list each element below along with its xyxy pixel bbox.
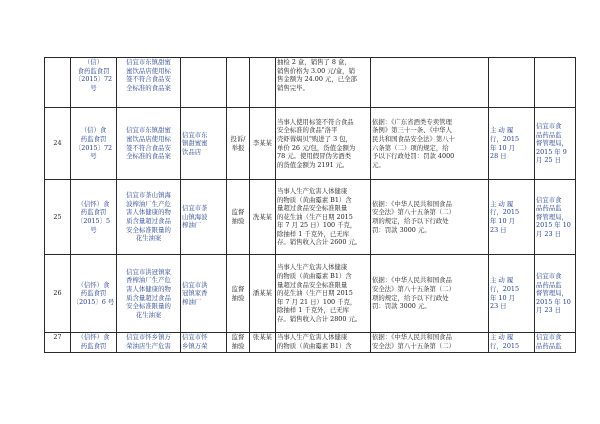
case-source-line: 监督 — [231, 208, 245, 217]
execution-result-cell — [489, 180, 535, 255]
case-number-line: 号 — [90, 152, 97, 161]
party-name-line: 榨油厂 — [182, 221, 202, 230]
legal-person-line: 冼某某 — [252, 212, 273, 221]
table-row — [45, 255, 576, 333]
legal-person-line: 李某某 — [252, 139, 273, 148]
violation-facts-line: 量超过食品安全标准限量 — [277, 204, 348, 213]
case-number-line: 药监食罚 — [80, 134, 107, 143]
penalty-basis-line: 安全法》第八十五条第（二） — [372, 208, 456, 217]
violation-facts-line: 壳虾蓉焗贝"购进了 3 包， — [277, 134, 352, 143]
penalty-authority-cell — [535, 108, 576, 180]
execution-result-line: 行，2015 — [490, 284, 520, 293]
case-name-line: 信宜市东镇甜蜜 — [126, 126, 171, 135]
row-number-cell: 25 — [45, 180, 71, 255]
penalty-basis-cell — [371, 108, 489, 180]
case-source-cell — [227, 333, 250, 353]
execution-result-line: 28 日 — [490, 152, 507, 161]
penalty-basis-line: 予以下行政处罚：罚款 4000 — [372, 152, 455, 161]
penalty-authority-line: 2015 年 10 — [536, 221, 571, 230]
case-name-line: 花生油案 — [135, 234, 162, 243]
row-number-cell: 27 — [45, 333, 71, 353]
execution-result-cell — [489, 255, 535, 333]
penalty-basis-line: 罚：罚款 3000 元。 — [372, 225, 431, 234]
penalty-authority-line: 信宜市食 — [536, 195, 562, 204]
penalty-basis-line: 元。 — [372, 160, 385, 169]
execution-result-line: 23 日 — [490, 302, 507, 311]
legal-person-cell — [250, 108, 276, 180]
case-number-line: 号 — [90, 83, 97, 92]
penalty-authority-line: 2015 年 10 — [536, 297, 571, 306]
violation-facts-line: 除抽样 1 千克外，已无库 — [277, 229, 350, 238]
case-source-cell — [227, 255, 250, 333]
case-name-line: 全标准的食品案 — [126, 83, 171, 92]
execution-result-line: 行，2015 — [490, 341, 520, 350]
execution-result-line: 行，2015 — [490, 134, 520, 143]
case-name-line: 签不符合食品安 — [126, 75, 171, 84]
penalty-basis-line: 依据：《中华人民共和国食品 — [372, 333, 452, 341]
violation-facts-line: 抽检 2 盒，销售了 8 盒， — [277, 58, 351, 66]
penalty-authority-cell — [535, 180, 576, 255]
case-name-line: 质含量超过食品 — [126, 217, 171, 225]
case-number-line: 药监食罚 — [80, 341, 107, 350]
penalty-authority-line: 督管理局， — [536, 139, 568, 148]
violation-facts-line: 除抽样 1 千克外，已无库 — [277, 306, 350, 315]
case-name-line: 签不符合食品安 — [126, 143, 171, 152]
table-row — [45, 58, 576, 108]
case-number-cell — [71, 333, 117, 353]
case-number-line: 号 — [90, 225, 97, 234]
execution-result-cell — [489, 333, 535, 353]
violation-facts-line: 单价 26 元/包，货值金额为 — [277, 143, 356, 152]
case-name-line: 信宜市洪冠镇家 — [126, 267, 171, 276]
case-name-line: 全标准的食品案 — [126, 152, 171, 161]
penalty-authority-line: 督管理局， — [536, 212, 568, 221]
penalty-basis-line: 依据：《中华人民共和国食品 — [372, 199, 452, 208]
legal-person-cell — [250, 333, 276, 353]
violation-facts-cell — [276, 333, 371, 353]
violation-facts-line: 存。销售收入合计 2600 元。 — [277, 238, 362, 247]
penalty-authority-cell — [535, 58, 576, 108]
case-number-line: 〔2015〕5 — [76, 217, 111, 225]
case-name-line: 蜜饮品店使用标 — [126, 66, 171, 75]
case-name-line: 波榨油厂生产危 — [126, 199, 171, 208]
case-name-line: 荣油店生产危害 — [126, 341, 171, 350]
legal-person-line: 潘某某 — [252, 289, 273, 298]
case-name-line: 蜜饮品店使用标 — [126, 134, 171, 143]
violation-facts-line: 当事人生产危害人体健康 — [277, 186, 348, 195]
violation-facts-cell — [276, 180, 371, 255]
case-name-cell — [117, 58, 181, 108]
penalty-basis-line: 安全法》第八十五条第（二） — [372, 284, 456, 293]
table-row — [45, 333, 576, 353]
case-number-line: （信）食 — [80, 126, 107, 135]
case-name-line: 安全标准限量的 — [126, 302, 171, 311]
table-body — [45, 58, 576, 353]
execution-result-line: 主 动 履 — [490, 333, 514, 341]
case-number-cell — [71, 58, 117, 108]
case-number-line: 〔2015〕72 — [74, 75, 113, 84]
penalty-basis-cell — [371, 333, 489, 353]
penalty-authority-cell — [535, 255, 576, 333]
case-name-line: 害人体健康的物 — [126, 284, 171, 293]
penalty-basis-line: 安全法》第八十五条第（二） — [372, 341, 456, 350]
penalty-basis-line: 项的规定，给予以下行政处 — [372, 217, 449, 225]
violation-facts-line: 的物质（黄曲霉素 B1）含 — [277, 341, 352, 350]
violation-facts-line: 安全标准的食品"洛平 — [277, 126, 338, 135]
execution-result-line: 年 10 月 — [490, 293, 515, 302]
violation-facts-line: 销售价格为 3.00 元/盒，销 — [277, 66, 355, 75]
case-number-line: （信怀）食 — [77, 199, 110, 208]
execution-result-line: 行，2015 — [490, 208, 520, 217]
violation-facts-cell — [276, 108, 371, 180]
party-name-line: 榨油厂 — [182, 297, 202, 306]
penalty-authority-line: 2015 年 9 — [536, 147, 567, 156]
penalty-basis-line: 民共和国食品安全法》第八十 — [372, 134, 456, 143]
violation-facts-line: 的花生油（生产日期 2015 — [277, 289, 353, 298]
penalty-basis-cell — [371, 255, 489, 333]
violation-facts-line: 78 元。使用假冒伪劣酒类 — [277, 152, 352, 161]
violation-facts-line: 的物质（黄曲霉素 B1）含 — [277, 272, 352, 281]
penalty-authority-line: 信宜市食 — [536, 122, 562, 131]
penalty-authority-cell — [535, 333, 576, 353]
penalty-authority-line: 品药品监 — [536, 280, 562, 289]
execution-result-line: 年 10 月 — [490, 143, 515, 152]
party-name-cell — [181, 108, 227, 180]
penalty-basis-cell — [371, 180, 489, 255]
violation-facts-cell — [276, 58, 371, 108]
violation-facts-line: 的花生油（生产日期 2015 — [277, 212, 353, 221]
table-row — [45, 108, 576, 180]
party-name-line: 信宜市洪 — [182, 280, 208, 289]
execution-result-line: 年 10 月 — [490, 217, 515, 225]
case-source-line: 抽验 — [231, 341, 245, 350]
violation-facts-cell — [276, 255, 371, 333]
penalty-basis-line: 罚：罚款 3000 元。 — [372, 302, 431, 311]
penalty-authority-line: 月 23 日 — [536, 229, 561, 238]
case-source-cell — [227, 108, 250, 180]
penalty-authority-line: 品药品监 — [536, 204, 562, 213]
violation-facts-line: 销售完毕。 — [277, 83, 309, 92]
penalty-authority-line: 督管理局， — [536, 289, 568, 298]
legal-person-cell — [250, 58, 276, 108]
case-source-line: 举报 — [231, 143, 245, 152]
case-number-cell — [71, 108, 117, 180]
case-number-line: 药监食罚 — [80, 289, 107, 298]
case-number-line: 〔2015〕6 号 — [72, 297, 115, 306]
penalty-basis-line: 项的规定，给予以下行政处 — [372, 293, 449, 302]
party-name-cell — [181, 255, 227, 333]
party-name-line: 信宜市怀 — [182, 333, 208, 341]
case-number-line: 食药监食罚 — [77, 66, 110, 75]
case-source-line: 抽验 — [231, 293, 245, 302]
violation-facts-line: 当事人生产危害人体健康 — [277, 333, 348, 341]
case-number-cell — [71, 255, 117, 333]
violation-facts-line: 量超过食品安全标准限量 — [277, 280, 348, 289]
party-name-line: 冠镇家香 — [182, 289, 208, 298]
penalty-basis-line: 条例》第三十一条、《中华人 — [372, 126, 452, 135]
legal-person-cell — [250, 255, 276, 333]
case-source-line: 监督 — [231, 284, 245, 293]
case-number-line: 药监食罚 — [80, 208, 107, 217]
execution-result-line: 23 日 — [490, 225, 507, 234]
case-name-line: 质含量超过食品 — [126, 293, 171, 302]
party-name-cell — [181, 58, 227, 108]
execution-result-cell — [489, 58, 535, 108]
case-source-cell — [227, 180, 250, 255]
case-name-cell — [117, 180, 181, 255]
case-number-line: （信） — [83, 58, 104, 66]
party-name-line: 信宜市茶 — [182, 204, 208, 213]
case-number-line: （信怀）食 — [77, 333, 110, 341]
party-name-cell — [181, 333, 227, 353]
penalty-table — [44, 57, 576, 353]
legal-person-cell — [250, 180, 276, 255]
penalty-basis-line: 依据：《广东省酒类专卖管理 — [372, 117, 452, 126]
row-number-cell: 26 — [45, 255, 71, 333]
case-name-cell — [117, 333, 181, 353]
execution-result-line: 主 动 履 — [490, 199, 514, 208]
execution-result-line: 主 动 履 — [490, 126, 514, 135]
case-number-line: 〔2015〕72 — [74, 143, 113, 152]
case-name-line: 香榨油厂生产危 — [126, 276, 171, 285]
case-name-line: 花生油案 — [135, 310, 162, 319]
row-number-cell: 24 — [45, 108, 71, 180]
penalty-authority-line: 信宜市食 — [536, 272, 562, 281]
case-source-cell — [227, 58, 250, 108]
penalty-authority-line: 品药品监 — [536, 341, 562, 350]
party-name-line: 镇甜蜜蜜 — [182, 139, 208, 148]
party-name-line: 乡镇万荣 — [182, 341, 208, 350]
violation-facts-line: 年 7 月 21 日）100 千克， — [277, 297, 357, 306]
execution-result-cell — [489, 108, 535, 180]
penalty-authority-line: 月 25 日 — [536, 156, 561, 165]
case-name-line: 信宜市怀乡镇万 — [126, 333, 171, 341]
violation-facts-line: 的物质（黄曲霉素 B1）含 — [277, 195, 352, 204]
violation-facts-line: 当事人使用标签不符合食品 — [277, 117, 354, 126]
penalty-authority-line: 月 23 日 — [536, 306, 561, 315]
table-row — [45, 180, 576, 255]
violation-facts-line: 年 7 月 25 日）100 千克， — [277, 221, 357, 230]
case-source-line: 投诉/ — [230, 134, 246, 143]
penalty-authority-line: 品药品监 — [536, 130, 562, 139]
party-name-cell — [181, 180, 227, 255]
case-name-cell — [117, 108, 181, 180]
case-name-line: 信宜市茶山镇海 — [126, 191, 171, 200]
case-source-line: 抽验 — [231, 217, 245, 225]
penalty-basis-line: 六条第（二）项的规定，给 — [372, 143, 449, 152]
penalty-basis-cell — [371, 58, 489, 108]
case-name-line: 信宜市东镇甜蜜 — [126, 58, 171, 66]
case-name-line: 安全标准限量的 — [126, 225, 171, 234]
row-number-cell — [45, 58, 71, 108]
party-name-line: 信宜市东 — [182, 130, 208, 139]
violation-facts-line: 售金额为 24.00 元，已全部 — [277, 75, 357, 84]
penalty-authority-line: 信宜市食 — [536, 333, 562, 341]
party-name-line: 饮品店 — [182, 147, 202, 156]
violation-facts-line: 存。销售收入合计 2800 元。 — [277, 314, 362, 323]
case-source-line: 监督 — [231, 333, 245, 341]
case-number-cell — [71, 180, 117, 255]
execution-result-line: 主 动 履 — [490, 276, 514, 285]
legal-person-line: 张某某 — [252, 333, 273, 341]
case-name-line: 害人体健康的物 — [126, 208, 171, 217]
violation-facts-line: 的货值金额为 2191 元。 — [277, 160, 349, 169]
party-name-line: 山镇海波 — [182, 212, 208, 221]
penalty-basis-line: 依据：《中华人民共和国食品 — [372, 276, 452, 285]
case-number-line: （信怀）食 — [77, 280, 110, 289]
violation-facts-line: 当事人生产危害人体健康 — [277, 263, 348, 272]
case-name-cell — [117, 255, 181, 333]
